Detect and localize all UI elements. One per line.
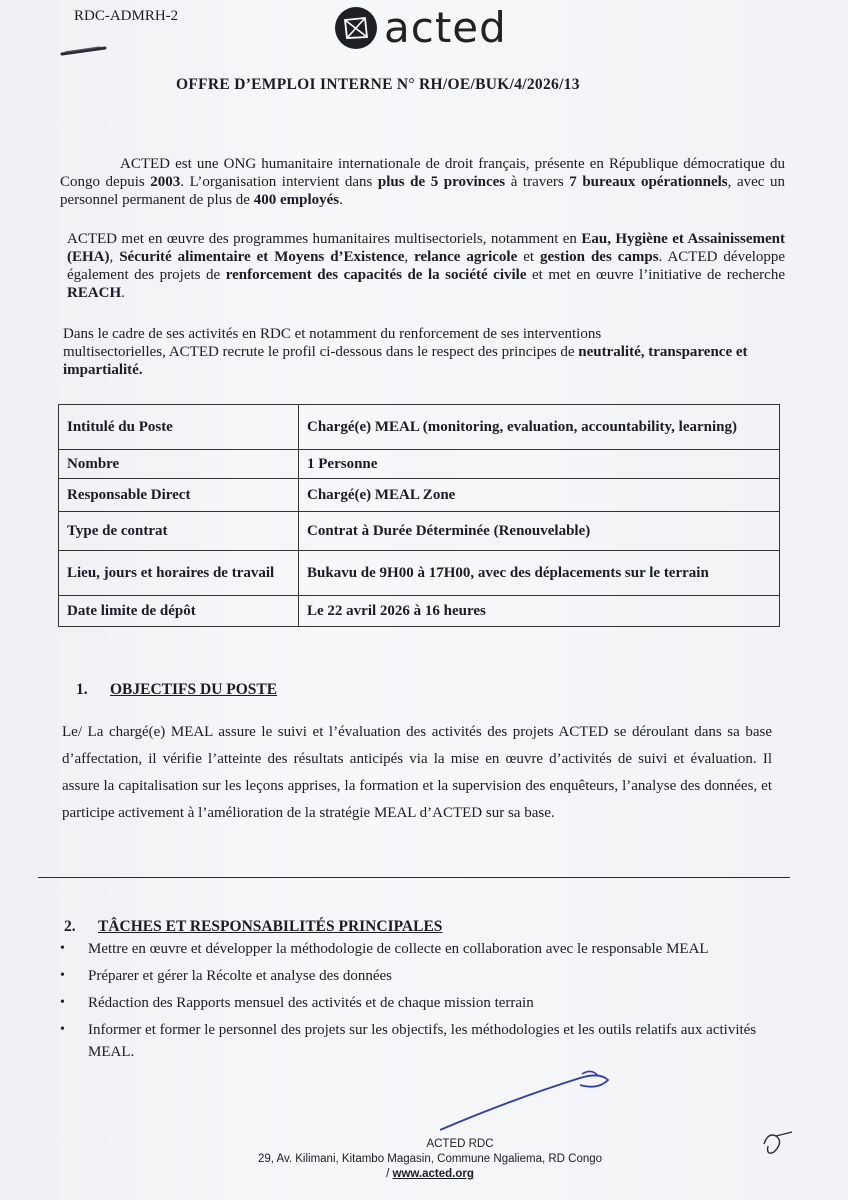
bullet-icon: •: [60, 941, 65, 956]
intro-paragraph-1: [60, 155, 785, 209]
text-run: .: [339, 192, 343, 208]
text-run: multisectorielles, ACTED recrute le profil ci-dessous dans le respect des principes de: [63, 344, 579, 360]
list-item-text: Rédaction des Rapports mensuel des activités et de chaque mission terrain: [88, 995, 534, 1011]
bold-run: Sécurité alimentaire et Moyens d’Existence: [119, 249, 405, 265]
horizontal-rule: [38, 877, 790, 878]
acted-logo-icon: [334, 6, 378, 50]
intro-p3-text: [63, 343, 783, 379]
table-value-cell: 1 Personne: [299, 450, 780, 479]
table-label-cell: Nombre: [59, 450, 299, 479]
text-run: ,: [109, 249, 120, 265]
footer-url-link[interactable]: www.acted.org: [392, 1168, 474, 1180]
objectives-paragraph: Le/ La chargé(e) MEAL assure le suivi et l’évaluation des activités des projets ACTED se déroulant dans sa base d’affectation, il vérifie l’atteinte des résultats anticipés via la mise en œuvre d’activités de suivi et évaluation. Il assure la capitalisation sur les leçons apprises, la formation et la supervision des enquêteurs, l’analyse des données, et participe activement à l’amélioration de la stratégie MEAL d’ACTED sur sa base.: [62, 724, 772, 821]
bullet-icon: •: [60, 995, 65, 1010]
intro-paragraph-3: [63, 325, 783, 379]
list-item: [60, 992, 790, 1014]
bullet-icon: •: [60, 968, 65, 983]
table-value-cell: Le 22 avril 2026 à 16 heures: [299, 596, 780, 627]
handwritten-signature: [430, 1060, 630, 1140]
bold-run: relance agricole: [414, 249, 518, 265]
pen-scribble: [60, 40, 110, 60]
acted-logo: [334, 3, 507, 52]
bold-run: 7 bureaux opérationnels: [569, 174, 728, 190]
page-footer: [200, 1137, 660, 1182]
bold-run: REACH: [67, 285, 122, 301]
footer-address: 29, Av. Kilimani, Kitambo Magasin, Commune Ngaliema, RD Congo: [257, 1153, 603, 1165]
table-value-cell: Chargé(e) MEAL (monitoring, evaluation, accountability, learning): [299, 405, 780, 450]
intro-p1-text: [60, 156, 785, 208]
section-2-number: 2.: [64, 918, 76, 935]
section-2-heading: [64, 918, 442, 936]
document-title: OFFRE D’EMPLOI INTERNE N° RH/OE/BUK/4/2026/13: [176, 76, 580, 93]
section-1-heading: [76, 681, 277, 699]
bold-run: renforcement des capacités de la société civile: [225, 267, 527, 283]
list-item: [60, 965, 790, 987]
bold-run: 2003: [150, 174, 181, 190]
list-item-text: Préparer et gérer la Récolte et analyse des données: [88, 968, 393, 984]
text-run: ACTED est une ONG humanitaire internationale de droit français, présente en République démocratique du Congo depuis: [60, 156, 785, 190]
list-item: [60, 938, 790, 960]
bold-run: gestion des camps: [539, 249, 659, 265]
text-run: et met en œuvre l’initiative de recherche: [526, 267, 785, 283]
table-label-cell: Lieu, jours et horaires de travail: [59, 551, 299, 596]
job-info-table: [58, 404, 780, 627]
table-label-cell: Date limite de dépôt: [59, 596, 299, 627]
section-2-title: TÂCHES ET RESPONSABILITÉS PRINCIPALES: [98, 918, 443, 935]
bold-run: neutralité, transparence et impartialité.: [63, 344, 748, 378]
section-1-number: 1.: [76, 681, 88, 698]
table-row: [59, 596, 780, 627]
intro-paragraph-2: [67, 230, 785, 302]
reference-code: RDC-ADMRH-2: [74, 8, 179, 24]
bold-run: Eau, Hygiène et Assainissement (EHA): [67, 231, 785, 265]
section-1-title: OBJECTIFS DU POSTE: [110, 681, 278, 698]
table-row: [59, 479, 780, 512]
text-run: ACTED met en œuvre des programmes humanitaires multisectoriels, notamment en: [67, 231, 582, 247]
text-run: et: [517, 249, 540, 265]
list-item-text: Mettre en œuvre et développer la méthodologie de collecte en collaboration avec le responsable MEAL: [88, 941, 709, 957]
table-row: [59, 551, 780, 596]
table-value-cell: Contrat à Durée Déterminée (Renouvelable): [299, 512, 780, 551]
text-run: . ACTED développe également des projets de: [67, 249, 786, 283]
table-value-cell: Chargé(e) MEAL Zone: [299, 479, 780, 512]
list-item-text: Informer et former le personnel des projets sur les objectifs, les méthodologies et les outils relatifs aux activités MEAL.: [88, 1022, 757, 1060]
text-run: . L’organisation intervient dans: [180, 174, 378, 190]
table-label-cell: Responsable Direct: [59, 479, 299, 512]
text-run: , avec un personnel permanent de plus de: [60, 174, 785, 208]
footer-org: ACTED RDC: [426, 1138, 494, 1150]
text-run: .: [121, 285, 125, 301]
bullet-icon: •: [60, 1022, 65, 1037]
logo-text: acted: [384, 3, 507, 52]
table-row: [59, 450, 780, 479]
table-row: [59, 512, 780, 551]
text-run: à travers: [505, 174, 570, 190]
footer-url-prefix: /: [386, 1168, 393, 1180]
table-label-cell: Intitulé du Poste: [59, 405, 299, 450]
intro-p3-line1: Dans le cadre de ses activités en RDC et notamment du renforcement de ses interventions: [63, 326, 602, 342]
task-list: [60, 938, 790, 1068]
table-value-cell: Bukavu de 9H00 à 17H00, avec des déplacements sur le terrain: [299, 551, 780, 596]
text-run: ,: [404, 249, 415, 265]
bold-run: 400 employés: [253, 192, 340, 208]
intro-p2-text: [67, 231, 785, 301]
list-item: [60, 1019, 790, 1063]
table-label-cell: Type de contrat: [59, 512, 299, 551]
bold-run: plus de 5 provinces: [377, 174, 506, 190]
table-row: [59, 405, 780, 450]
handwritten-initials: [758, 1122, 798, 1162]
